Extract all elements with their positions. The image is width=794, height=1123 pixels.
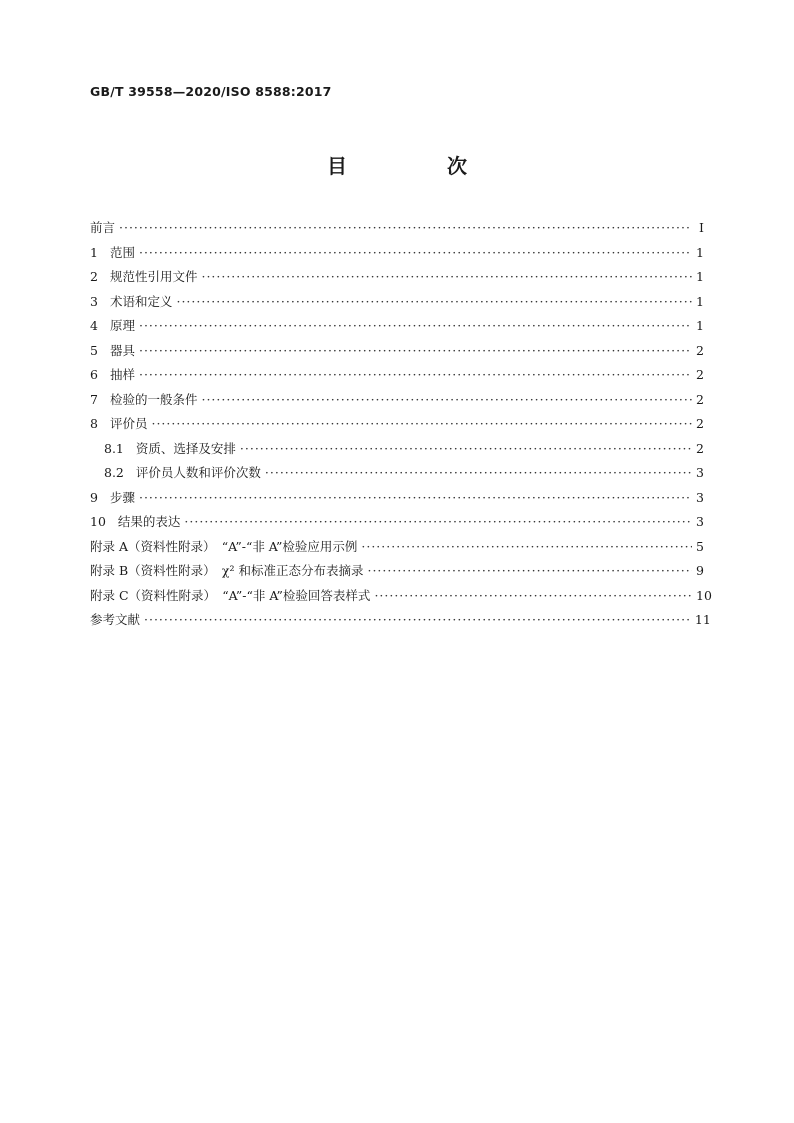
page-title: 目 次 <box>327 154 507 178</box>
toc-entry[interactable] <box>90 486 704 511</box>
toc-entry-page: 2 <box>696 416 704 431</box>
toc-entry-number: 9 <box>90 489 98 505</box>
toc-entry-label: 结果的表达 <box>117 514 181 529</box>
table-of-contents <box>90 216 712 633</box>
toc-entry[interactable] <box>90 241 704 266</box>
toc-entry[interactable] <box>90 314 704 339</box>
toc-entry-number: 4 <box>90 318 98 333</box>
dot-leader <box>151 412 692 437</box>
toc-entry-label: 范围 <box>109 244 135 260</box>
toc-entry-page: 3 <box>696 489 704 505</box>
toc-entry-label: 资质、选择及安排 <box>135 440 236 456</box>
toc-entry-label: 规范性引用文件 <box>109 269 198 284</box>
toc-entry-number: 8.2 <box>104 465 124 480</box>
toc-entry-page: 1 <box>696 269 704 284</box>
dot-leader <box>139 241 692 266</box>
toc-entry-page: 10 <box>696 587 712 603</box>
toc-entry[interactable] <box>90 559 704 584</box>
toc-entry-label: 附录 C（资料性附录） “A”-“非 A”检验回答表样式 <box>90 587 371 603</box>
toc-entry-page: 5 <box>696 538 704 554</box>
toc-entry[interactable] <box>90 290 704 315</box>
dot-leader <box>176 290 692 315</box>
toc-entry[interactable] <box>90 265 704 290</box>
toc-entry-number: 3 <box>90 293 98 309</box>
toc-entry-page: 1 <box>696 244 704 260</box>
toc-entry[interactable] <box>90 510 704 535</box>
dot-leader <box>119 216 692 241</box>
toc-entry-label: 抽样 <box>109 367 135 382</box>
toc-entry[interactable] <box>90 216 704 241</box>
dot-leader <box>139 314 692 339</box>
dot-leader <box>139 486 692 511</box>
toc-entry[interactable] <box>90 535 704 560</box>
toc-entry-label: 原理 <box>109 318 135 333</box>
toc-entry-page: 2 <box>696 440 704 456</box>
dot-leader <box>201 265 692 290</box>
toc-entry-number: 8.1 <box>104 440 124 456</box>
toc-entry-number: 10 <box>90 514 106 529</box>
toc-entry[interactable] <box>90 461 704 486</box>
dot-leader <box>361 535 692 560</box>
toc-entry[interactable] <box>90 608 711 633</box>
toc-entry-page: 3 <box>696 465 704 480</box>
toc-entry[interactable] <box>90 412 704 437</box>
toc-entry-label: 步骤 <box>109 489 135 505</box>
toc-entry-number: 1 <box>90 244 98 260</box>
toc-entry-label: 附录 A（资料性附录） “A”-“非 A”检验应用示例 <box>90 538 358 554</box>
toc-entry-number: 8 <box>90 416 98 431</box>
toc-entry[interactable] <box>90 437 704 462</box>
toc-entry-label: 检验的一般条件 <box>109 391 198 407</box>
toc-entry-page: 2 <box>696 367 704 382</box>
dot-leader <box>265 461 692 486</box>
toc-entry-page: Ⅰ <box>699 220 704 235</box>
toc-entry-page: 2 <box>696 391 704 407</box>
toc-entry-label: 附录 B（资料性附录） χ² 和标准正态分布表摘录 <box>90 563 364 578</box>
toc-entry-page: 1 <box>696 318 704 333</box>
toc-entry-page: 11 <box>694 612 711 627</box>
toc-entry-label: 参考文献 <box>90 612 141 627</box>
toc-entry-page: 2 <box>696 342 704 358</box>
toc-entry-number: 6 <box>90 367 98 382</box>
toc-entry-number: 2 <box>90 269 98 284</box>
dot-leader <box>201 388 692 413</box>
dot-leader <box>374 584 692 609</box>
toc-entry[interactable] <box>90 388 704 413</box>
toc-entry-number: 5 <box>90 342 98 358</box>
toc-entry-page: 3 <box>696 514 704 529</box>
document-code: GB/T 39558—2020/ISO 8588:2017 <box>90 84 332 99</box>
toc-entry-label: 评价员人数和评价次数 <box>135 465 261 480</box>
dot-leader <box>144 608 691 633</box>
toc-entry[interactable] <box>90 584 712 609</box>
dot-leader <box>139 363 692 388</box>
toc-entry-label: 器具 <box>109 342 135 358</box>
toc-entry-number: 7 <box>90 391 98 407</box>
toc-entry[interactable] <box>90 363 704 388</box>
toc-entry[interactable] <box>90 339 704 364</box>
toc-entry-label: 评价员 <box>109 416 148 431</box>
dot-leader <box>184 510 692 535</box>
toc-entry-label: 术语和定义 <box>109 293 173 309</box>
toc-entry-label: 前言 <box>90 220 116 235</box>
toc-entry-page: 1 <box>696 293 704 309</box>
dot-leader <box>240 437 692 462</box>
toc-entry-page: 9 <box>696 563 704 578</box>
dot-leader <box>367 559 692 584</box>
dot-leader <box>139 339 692 364</box>
